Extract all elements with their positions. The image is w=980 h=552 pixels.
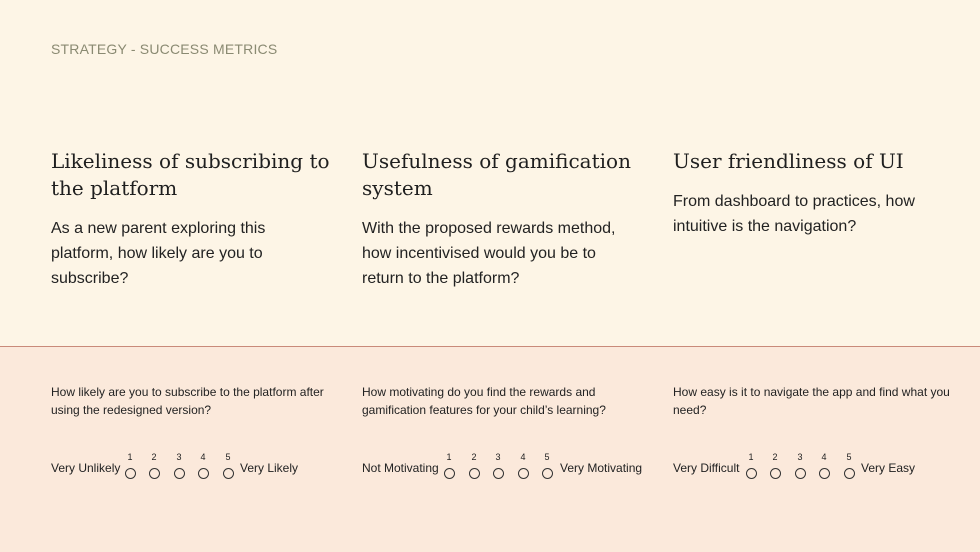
option-number: 1	[748, 452, 754, 462]
radio-button[interactable]	[469, 468, 480, 479]
radio-button[interactable]	[444, 468, 455, 479]
rating-scale-ease	[673, 451, 933, 481]
radio-button[interactable]	[746, 468, 757, 479]
option-number: 1	[446, 452, 452, 462]
radio-button[interactable]	[844, 468, 855, 479]
metric-title: Usefulness of gamification system	[362, 149, 631, 200]
radio-button[interactable]	[174, 468, 185, 479]
metric-card-subscribing	[51, 148, 331, 291]
scale-low-label: Very Difficult	[673, 461, 740, 475]
radio-button[interactable]	[198, 468, 209, 479]
rating-option-3[interactable]	[792, 451, 808, 479]
radio-button[interactable]	[795, 468, 806, 479]
metric-card-ui	[673, 148, 953, 239]
rating-option-1[interactable]	[441, 451, 457, 479]
option-number: 4	[520, 452, 526, 462]
rating-option-4[interactable]	[195, 451, 211, 479]
metric-title: User friendliness of UI	[673, 149, 904, 173]
option-number: 5	[544, 452, 550, 462]
option-number: 4	[200, 452, 206, 462]
rating-option-5[interactable]	[841, 451, 857, 479]
rating-option-2[interactable]	[767, 451, 783, 479]
rating-scale-motivation	[362, 451, 652, 481]
survey-question: How easy is it to navigate the app and find what you need?	[673, 385, 950, 417]
option-number: 2	[772, 452, 778, 462]
radio-button[interactable]	[542, 468, 553, 479]
rating-option-5[interactable]	[539, 451, 555, 479]
option-number: 3	[176, 452, 182, 462]
survey-question: How likely are you to subscribe to the platform after using the redesigned version?	[51, 385, 324, 417]
metric-title: Likeliness of subscribing to the platform	[51, 149, 330, 200]
metric-description: With the proposed rewards method, how incentivised would you be to return to the platform?	[362, 220, 616, 287]
rating-option-5[interactable]	[220, 451, 236, 479]
rating-option-2[interactable]	[466, 451, 482, 479]
option-number: 5	[846, 452, 852, 462]
option-number: 5	[225, 452, 231, 462]
option-number: 2	[151, 452, 157, 462]
option-number: 4	[821, 452, 827, 462]
rating-option-3[interactable]	[490, 451, 506, 479]
scale-high-label: Very Easy	[861, 461, 916, 475]
rating-option-4[interactable]	[816, 451, 832, 479]
rating-option-1[interactable]	[743, 451, 759, 479]
metric-card-gamification	[362, 148, 642, 291]
section-eyebrow: STRATEGY - SUCCESS METRICS	[51, 41, 278, 57]
option-number: 3	[797, 452, 803, 462]
scale-low-label: Very Unlikely	[51, 461, 121, 475]
scale-low-label: Not Motivating	[362, 461, 439, 475]
radio-button[interactable]	[819, 468, 830, 479]
scale-high-label: Very Likely	[240, 461, 299, 475]
survey-section	[0, 347, 980, 552]
radio-button[interactable]	[518, 468, 529, 479]
rating-scale-subscribe	[51, 451, 311, 481]
option-number: 1	[127, 452, 133, 462]
radio-button[interactable]	[770, 468, 781, 479]
survey-question: How motivating do you find the rewards and gamification features for your child’s learning?	[362, 385, 606, 417]
metric-description: As a new parent exploring this platform, how likely are you to subscribe?	[51, 220, 266, 287]
rating-option-1[interactable]	[122, 451, 138, 479]
radio-button[interactable]	[149, 468, 160, 479]
radio-button[interactable]	[493, 468, 504, 479]
option-number: 3	[495, 452, 501, 462]
metric-description: From dashboard to practices, how intuitive is the navigation?	[673, 193, 915, 235]
rating-option-2[interactable]	[146, 451, 162, 479]
rating-option-3[interactable]	[171, 451, 187, 479]
option-number: 2	[471, 452, 477, 462]
scale-high-label: Very Motivating	[560, 461, 643, 475]
radio-button[interactable]	[125, 468, 136, 479]
rating-option-4[interactable]	[515, 451, 531, 479]
radio-button[interactable]	[223, 468, 234, 479]
